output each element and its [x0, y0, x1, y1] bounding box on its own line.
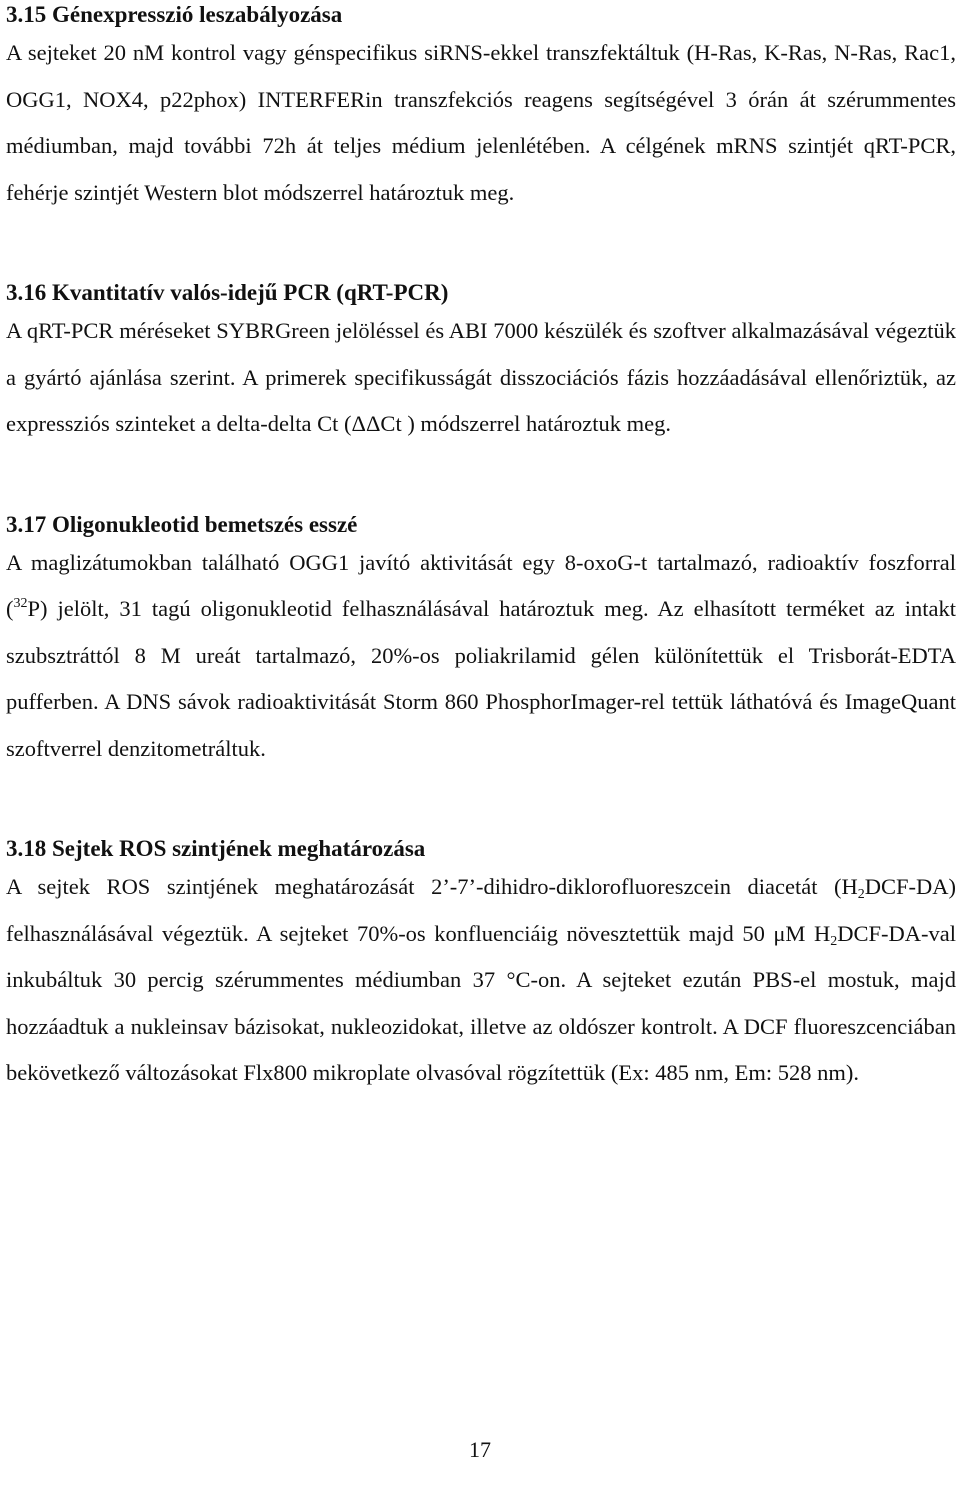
paragraph-text: DCF-DA) felhasználásával végeztük. A sejteket 70%-os konfluenciáig növesztettük majd 50 μM H	[6, 874, 956, 946]
section-heading: 3.15 Génexpresszió leszabályozása	[6, 2, 343, 27]
section-3-17	[6, 510, 956, 773]
page-number: 17	[469, 1437, 491, 1462]
document-page	[6, 0, 956, 1097]
section-paragraph	[6, 540, 956, 773]
section-heading: 3.16 Kvantitatív valós-idejű PCR (qRT-PCR)	[6, 280, 449, 305]
section-paragraph	[6, 864, 956, 1097]
subscript: 2	[857, 887, 865, 902]
superscript: 32	[13, 596, 28, 611]
section-3-15	[6, 0, 956, 216]
section-paragraph: A sejteket 20 nM kontrol vagy génspecifikus siRNS-ekkel transzfektáltuk (H-Ras, K-Ras, N-Ras, Rac1, OGG1, NOX4, p22phox) INTERFERin transzfekciós reagens segítségével 3 órán át szérummentes médiumban, majd további 72h át teljes médium jelenlétében. A célgének mRNS szintjét qRT-PCR, fehérje szintjét Western blot módszerrel határoztuk meg.	[6, 40, 956, 205]
paragraph-text: A sejtek ROS szintjének meghatározását 2’-7’-dihidro-diklorofluoreszcein diacetát (H	[6, 874, 858, 899]
section-paragraph: A qRT-PCR méréseket SYBRGreen jelöléssel és ABI 7000 készülék és szoftver alkalmazásával végeztük a gyártó ajánlása szerint. A primerek specifikusságát disszociációs fázis hozzáadásával ellenőriztük, az expressziós szinteket a delta-delta Ct (ΔΔCt ) módszerrel határoztuk meg.	[6, 318, 956, 436]
paragraph-text: P) jelölt, 31 tagú oligonukleotid felhasználásával határoztuk meg. Az elhasított terméket az intakt szubsztráttól 8 M ureát tartalmazó, 20%-os poliakrilamid gélen különítettük el Trisborát-EDTA pufferben. A DNS sávok radioaktivitását Storm 860 PhosphorImager-rel tettük láthatóvá és ImageQuant szoftverrel denzitometráltuk.	[6, 596, 956, 761]
subscript: 2	[830, 933, 838, 949]
spacer	[6, 448, 956, 510]
section-3-18	[6, 834, 956, 1097]
paragraph-text: DCF-DA-val inkubáltuk 30 percig szérummentes médiumban 37 °C-on. A sejteket ezután PBS-el mostuk, majd hozzáadtuk a nukleinsav bázisokat, nukleozidokat, illetve az oldószer kontrolt. A DCF fluoreszcenciában bekövetkező változásokat Flx800 mikroplate olvasóval rögzítettük (Ex: 485 nm, Em: 528 nm).	[6, 920, 956, 1085]
spacer	[6, 216, 956, 278]
section-heading: 3.17 Oligonukleotid bemetszés esszé	[6, 511, 358, 537]
spacer	[6, 772, 956, 834]
section-heading: 3.18 Sejtek ROS szintjének meghatározása	[6, 836, 426, 861]
paragraph-text: A maglizátumokban található OGG1 javító aktivitását egy 8-oxoG-t tartalmazó, radioaktív foszforral (	[6, 549, 956, 621]
section-3-16	[6, 278, 956, 448]
